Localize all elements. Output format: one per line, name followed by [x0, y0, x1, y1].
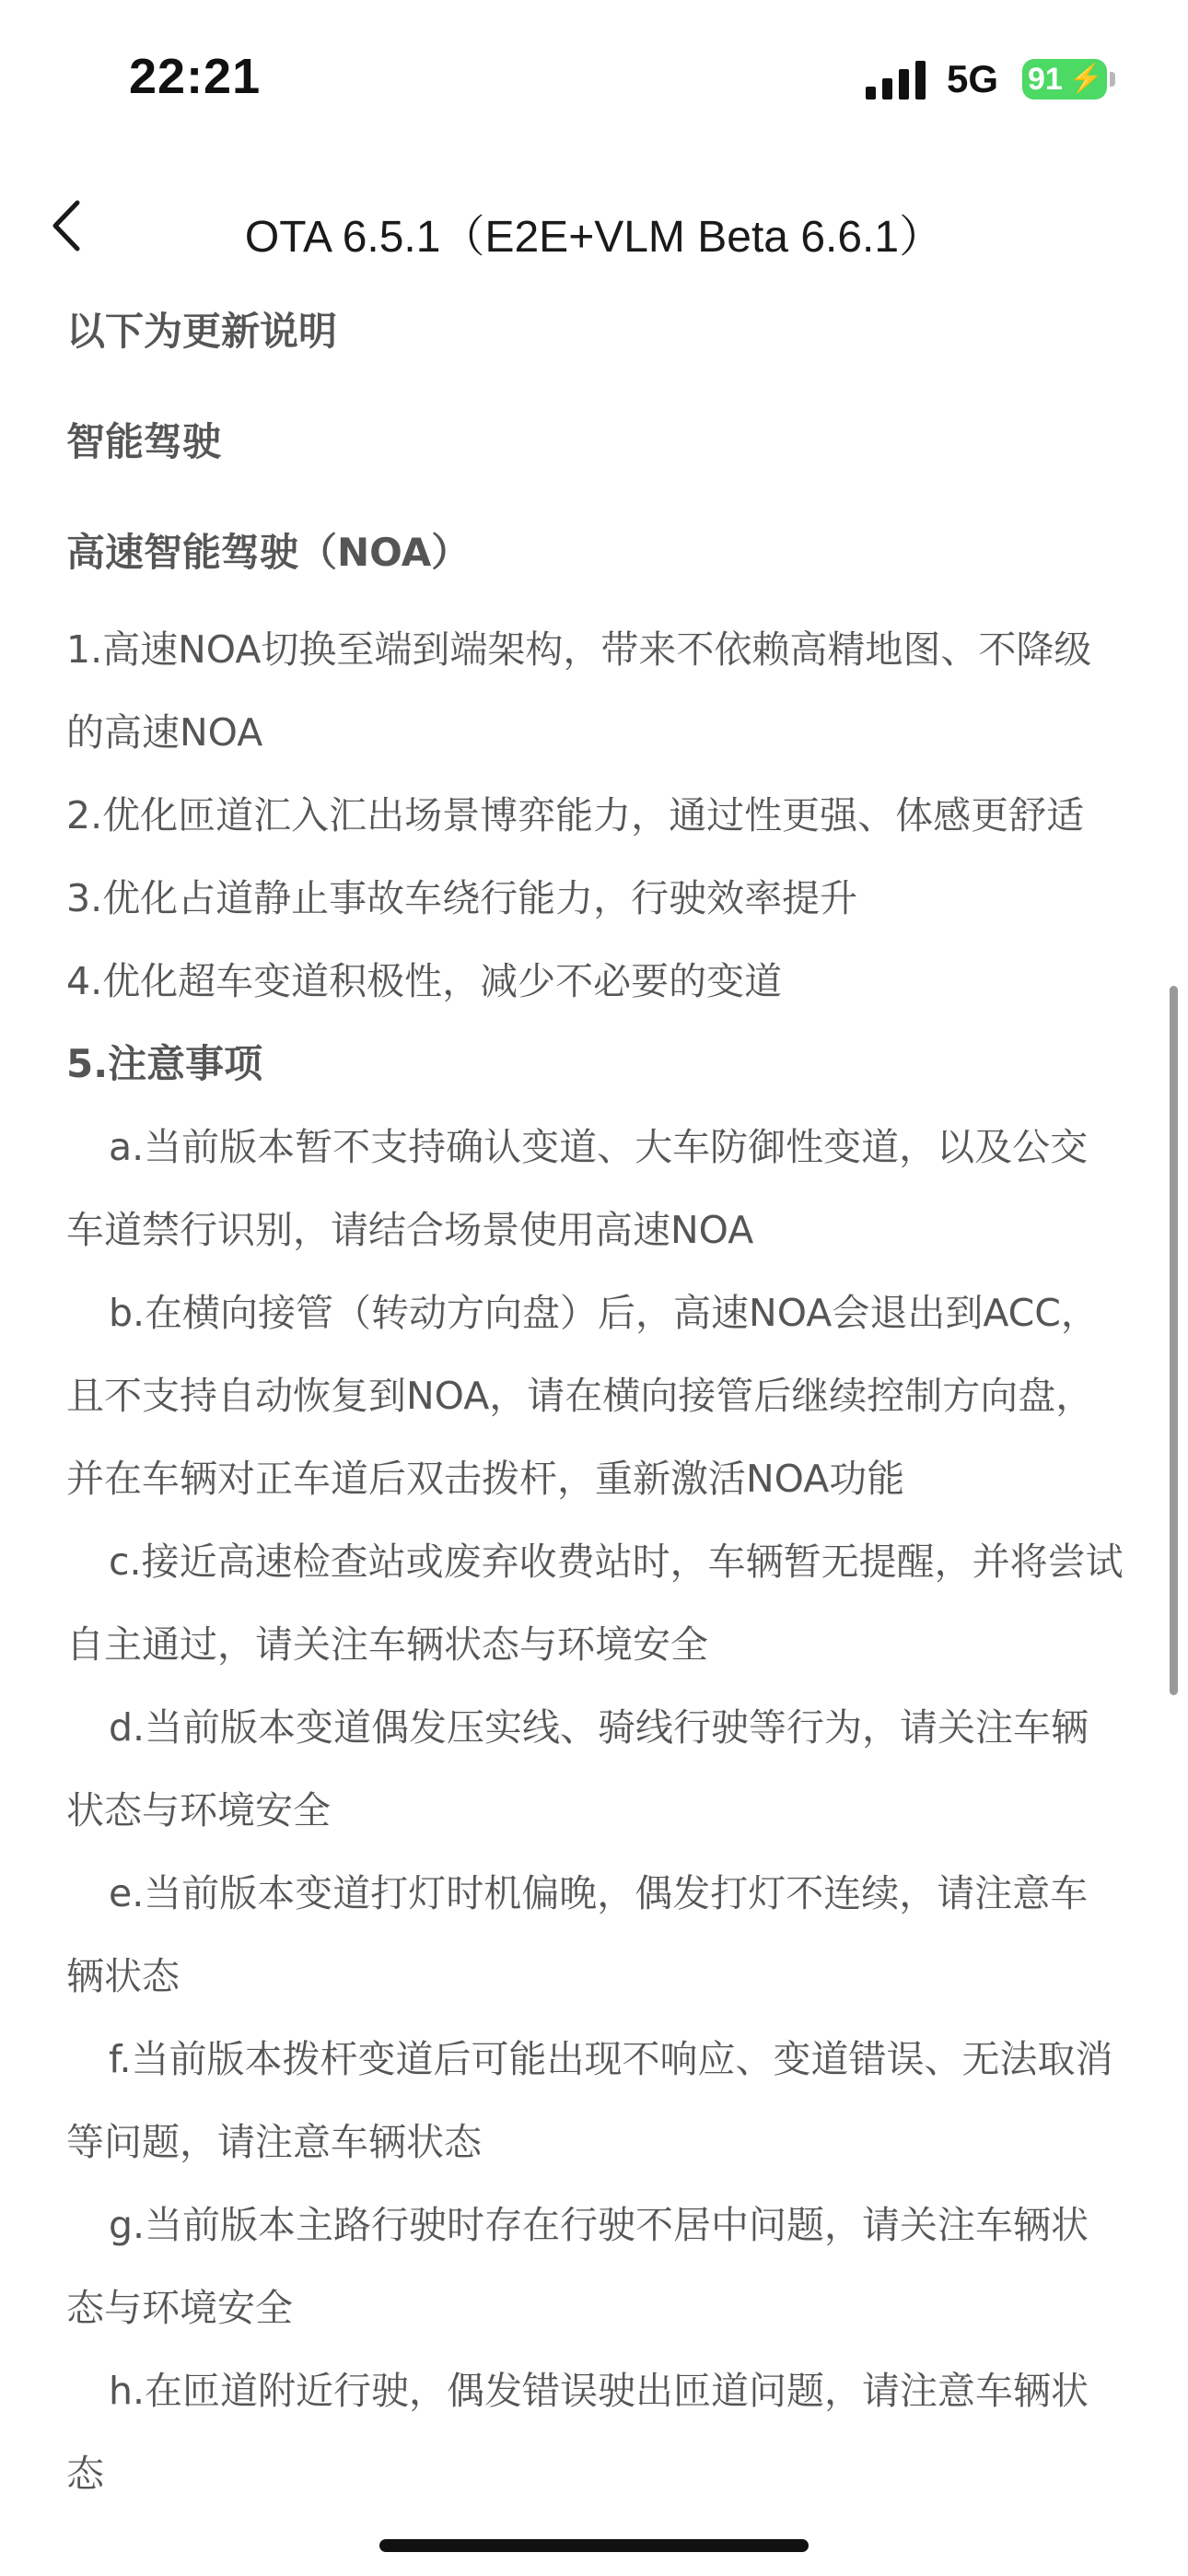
battery-indicator: [1022, 59, 1107, 100]
status-time: 22:21: [129, 49, 262, 104]
note-item: g.当前版本主路行驶时存在行驶不居中问题，请关注车辆状态与环境安全: [66, 2203, 1089, 2330]
chevron-left-icon[interactable]: [41, 195, 96, 256]
intro-heading: 以下为更新说明: [66, 309, 338, 354]
sub-title: 高速智能驾驶（NOA）: [66, 530, 471, 575]
note-item: f.当前版本拨杆变道后可能出现不响应、变道错误、无法取消等问题，请注意车辆状态: [66, 2037, 1113, 2164]
cellular-signal-icon: [866, 61, 926, 100]
network-type: 5G: [947, 57, 999, 100]
notes-title: 5.注意事项: [66, 1041, 263, 1086]
charging-bolt-icon: ⚡: [1068, 64, 1103, 94]
list-item: 1.高速NOA切换至端到端架构，带来不依赖高精地图、不降级的高速NOA: [66, 627, 1092, 755]
note-item: d.当前版本变道偶发压实线、骑线行驶等行为，请关注车辆状态与环境安全: [66, 1705, 1089, 1832]
list-item: 3.优化占道静止事故车绕行能力，行驶效率提升: [66, 876, 858, 920]
page-title: OTA 6.5.1（E2E+VLM Beta 6.6.1）: [244, 213, 944, 262]
note-item: h.在匝道附近行驶，偶发错误驶出匝道问题，请注意车辆状态: [66, 2369, 1089, 2496]
status-bar: [0, 0, 1188, 157]
release-notes: [66, 304, 1125, 2496]
list-item: 2.优化匝道汇入汇出场景博弈能力，通过性更强、体感更舒适: [66, 793, 1085, 837]
battery-tip: [1110, 72, 1115, 87]
note-item: a.当前版本暂不支持确认变道、大车防御性变道，以及公交车道禁行识别，请结合场景使用高速NOA: [66, 1125, 1089, 1252]
home-indicator[interactable]: [379, 2539, 809, 2552]
list-item: 4.优化超车变道积极性，减少不必要的变道: [66, 959, 783, 1003]
note-item: e.当前版本变道打灯时机偏晚，偶发打灯不连续，请注意车辆状态: [66, 1871, 1089, 1998]
note-item: c.接近高速检查站或废弃收费站时，车辆暂无提醒，并将尝试自主通过，请关注车辆状态与环境安全: [66, 1540, 1124, 1667]
section-title: 智能驾驶: [66, 419, 222, 464]
note-item: b.在横向接管（转动方向盘）后，高速NOA会退出到ACC，且不支持自动恢复到NOA，请在横向接管后继续控制方向盘，并在车辆对正车道后双击拨杆，重新激活NOA功能: [66, 1291, 1099, 1501]
navigation-bar: [0, 175, 1188, 276]
scrollbar[interactable]: [1170, 986, 1178, 1695]
battery-level: 91: [1028, 62, 1063, 97]
